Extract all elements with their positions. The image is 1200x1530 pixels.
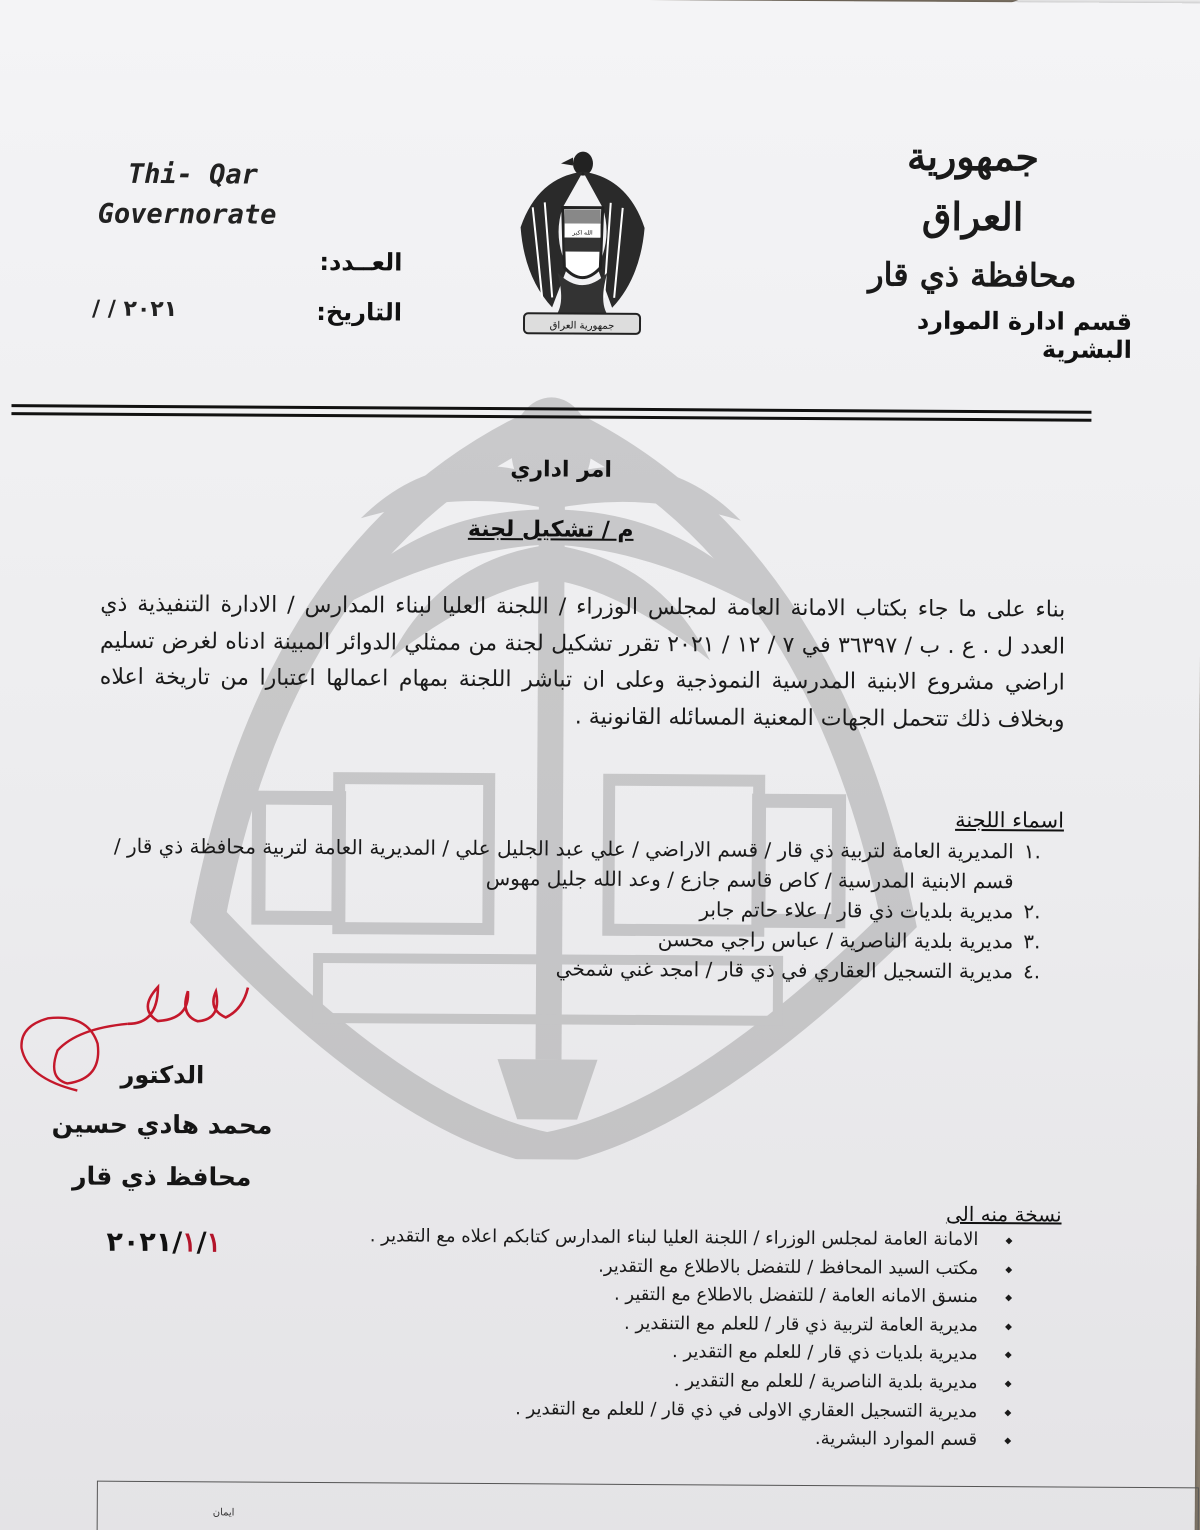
copies-list xyxy=(325,1222,1016,1455)
member-text: مديرية بلدية الناصرية / عباس راجي محسن xyxy=(657,927,1014,954)
copies-title: نسخة منه الى xyxy=(945,1201,1062,1227)
members-title: اسماء اللجنة xyxy=(955,807,1065,833)
copy-item: ◆ مديرية بلدية الناصرية / للعلم مع التقدير . xyxy=(673,1370,1012,1394)
member-number: .١ xyxy=(1023,839,1041,864)
emblem-banner: جمهورية العراق xyxy=(549,320,615,332)
signatory-role: محافظ ذي قار xyxy=(72,1161,252,1192)
signature-date-year: ٢٠٢١ xyxy=(106,1226,173,1259)
diamond-bullet-icon: ◆ xyxy=(1004,1379,1012,1390)
member-item xyxy=(104,831,1064,897)
copy-item: ◆ مديرية العامة لتربية ذي قار / للعلم مع التنقدير . xyxy=(623,1312,1012,1336)
republic-heading xyxy=(852,126,1093,303)
footer-box xyxy=(96,1481,1198,1530)
date-label: التاريخ: xyxy=(316,297,403,327)
order-subject: م / تشكيل لجنة xyxy=(467,516,634,543)
order-title: امر اداري xyxy=(510,457,613,483)
copy-item: ◆ مكتب السيد المحافظ / للتفضل بالاطلاع مع التقدير. xyxy=(598,1255,1013,1279)
diamond-bullet-icon: ◆ xyxy=(1005,1293,1013,1304)
member-number: .٤ xyxy=(1022,959,1041,984)
member-text: مديرية التسجيل العقاري في ذي قار / امجد غني شمخي xyxy=(555,956,1014,984)
copy-item: ◆ مديرية بلديات ذي قار / للعلم مع التقدير . xyxy=(671,1341,1012,1365)
diamond-bullet-icon: ◆ xyxy=(1004,1407,1012,1418)
signature-date-day: ١ xyxy=(206,1227,222,1259)
republic-line1: جمهورية العراق xyxy=(906,133,1040,240)
english-name-line2: Governorate xyxy=(97,198,277,231)
signatory-title: الدكتور xyxy=(120,1060,205,1090)
republic-line2: محافظة ذي قار xyxy=(868,255,1077,295)
order-body: بناء على ما جاء بكتاب الامانة العامة لمجلس الوزراء / اللجنة العليا لبناء المدارس / الادارة التنفيذية ذي العدد ل . ع . ب / ٣٦٣٩٧ في ٧ / ١٢ / ٢٠٢١ تقرر تشكيل لجنة من ممثلي الدوائر المبينة ادناه لغرض تسليم اراضي مشروع الابنية المدرسية النموذجية وعلى ان تباشر اللجنة بمهام اعمالها اعتبارا من تاريخة اعلاه وبخلاف ذلك تتحمل الجهات المعنية المسائله القانونية . xyxy=(99,591,1066,733)
member-number: .٢ xyxy=(1023,899,1041,924)
diamond-bullet-icon: ◆ xyxy=(1004,1321,1012,1333)
signature-date-separator-2: / xyxy=(196,1227,207,1259)
diamond-bullet-icon: ◆ xyxy=(1005,1264,1013,1275)
member-text: المديرية العامة لتربية ذي قار / قسم الاراضي / علي عبد الجليل علي / المديرية العامة لتربية محافظة ذي قار / قسم الابنية المدرسية / كاص قاسم جازع / وعد الله جليل مهوس xyxy=(113,833,1014,894)
diamond-bullet-icon: ◆ xyxy=(1004,1436,1012,1447)
copy-item: ◆ مديرية التسجيل العقاري الاولى في ذي قار / للعلم مع التقدير . xyxy=(515,1397,1012,1422)
copy-item: ◆ الامانة العامة لمجلس الوزراء / اللجنة العليا لبناء المدارس كتابكم اعلاه مع التقدير . xyxy=(369,1225,1013,1251)
date-value: / / ٢٠٢١ xyxy=(92,296,178,323)
signature-date-separator: / xyxy=(172,1227,183,1259)
member-number: .٣ xyxy=(1023,929,1041,954)
diamond-bullet-icon: ◆ xyxy=(1005,1236,1013,1247)
typist-initials: ايمان xyxy=(212,1507,235,1519)
member-text: مديرية بلديات ذي قار / علاء حاتم جابر xyxy=(699,897,1014,924)
iraq-eagle-emblem xyxy=(512,147,653,340)
signature-date-month: ١ xyxy=(182,1227,197,1259)
copy-item: ◆ قسم الموارد البشرية. xyxy=(814,1428,1012,1451)
members-list xyxy=(103,831,1064,987)
copy-item: ◆ منسق الامانه العامة / للتفضل بالاطلاع مع التقير . xyxy=(613,1283,1013,1308)
number-label: العــدد: xyxy=(319,247,403,277)
diamond-bullet-icon: ◆ xyxy=(1004,1350,1012,1361)
emblem-text: الله اكبر xyxy=(572,229,593,237)
english-name-line1: Thi- Qar xyxy=(127,158,259,191)
signature-date xyxy=(106,1227,276,1259)
signatory-name: محمد هادي حسين xyxy=(51,1109,273,1140)
english-governorate-heading xyxy=(98,155,277,236)
department-name: قسم ادارة الموارد البشرية xyxy=(916,306,1133,364)
signatory-block xyxy=(47,1056,278,1203)
